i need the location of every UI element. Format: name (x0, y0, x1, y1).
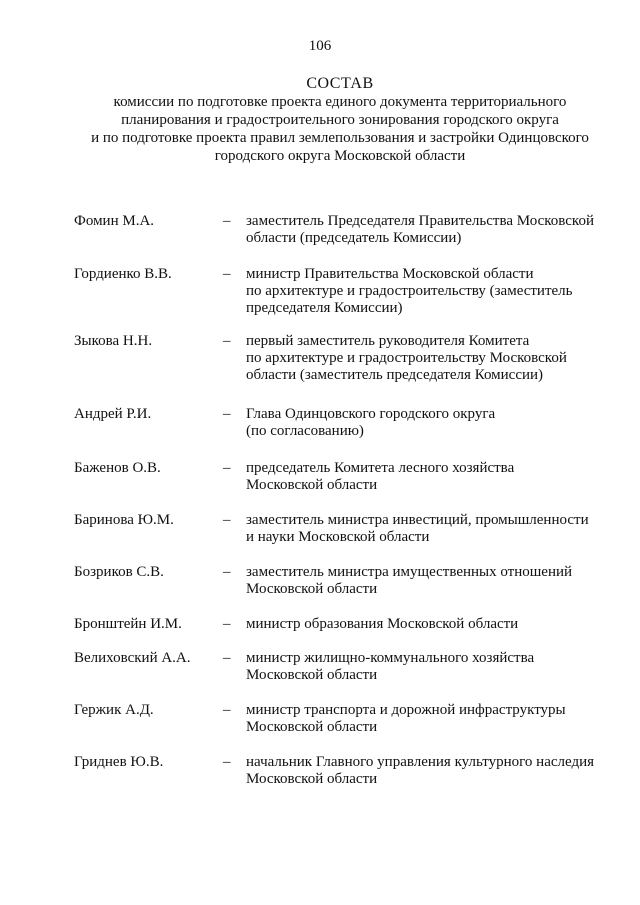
member-role-line: председатель Комитета лесного хозяйства (246, 460, 515, 476)
member-dash: – (223, 266, 231, 282)
member-role-line: председателя Комиссии) (246, 300, 403, 316)
member-dash: – (223, 754, 231, 770)
member-name: Зыкова Н.Н. (74, 333, 153, 349)
member-role-line: Московской области (246, 667, 378, 683)
member-role-line: Московской области (246, 719, 378, 735)
member-role (246, 266, 616, 317)
member-role (246, 564, 616, 598)
member-role-line: по архитектуре и градостроительству (заместитель (246, 283, 573, 299)
document-title: СОСТАВ (306, 75, 374, 92)
member-role (246, 754, 616, 788)
member-dash: – (223, 702, 231, 718)
subtitle-line: планирования и градостроительного зонирования городского округа (121, 112, 559, 128)
member-name: Бозриков С.В. (74, 564, 164, 580)
member-dash: – (223, 564, 231, 580)
member-dash: – (223, 650, 231, 666)
member-role-line: Глава Одинцовского городского округа (246, 406, 496, 422)
member-name: Велиховский А.А. (74, 650, 191, 666)
member-role (246, 616, 616, 633)
member-role-line: по архитектуре и градостроительству Московской (246, 350, 567, 366)
member-name: Баринова Ю.М. (74, 512, 174, 528)
member-role-line: Московской области (246, 581, 378, 597)
page-number: 106 (308, 38, 332, 54)
member-role-line: Московской области (246, 771, 378, 787)
member-role-line: области (заместитель председателя Комиссии) (246, 367, 544, 383)
member-dash: – (223, 333, 231, 349)
member-role-line: министр Правительства Московской области (246, 266, 534, 282)
member-role-line: (по согласованию) (246, 423, 364, 439)
member-role-line: первый заместитель руководителя Комитета (246, 333, 530, 349)
member-role (246, 512, 616, 546)
subtitle-line: и по подготовке проекта правил землепользования и застройки Одинцовского (91, 130, 589, 146)
member-role-line: начальник Главного управления культурного наследия (246, 754, 595, 770)
member-name: Андрей Р.И. (74, 406, 152, 422)
member-role-line: министр транспорта и дорожной инфраструктуры (246, 702, 566, 718)
member-name: Гордиенко В.В. (74, 266, 172, 282)
member-role (246, 406, 616, 440)
member-dash: – (223, 213, 231, 229)
member-dash: – (223, 512, 231, 528)
subtitle-line: городского округа Московской области (214, 148, 466, 164)
member-role-line: заместитель министра имущественных отношений (246, 564, 573, 580)
member-role-line: области (председатель Комиссии) (246, 230, 462, 246)
member-role-line: заместитель Председателя Правительства Московской (246, 213, 594, 229)
member-role (246, 460, 616, 494)
document-subtitle (0, 93, 640, 165)
member-dash: – (223, 616, 231, 632)
member-name: Бронштейн И.М. (74, 616, 182, 632)
member-role-line: Московской области (246, 477, 378, 493)
subtitle-line: комиссии по подготовке проекта единого документа территориального (113, 94, 567, 110)
member-name: Баженов О.В. (74, 460, 161, 476)
member-dash: – (223, 460, 231, 476)
member-role-line: заместитель министра инвестиций, промышленности (246, 512, 589, 528)
member-dash: – (223, 406, 231, 422)
member-name: Фомин М.А. (74, 213, 155, 229)
member-role (246, 650, 616, 684)
member-role-line: министр жилищно-коммунального хозяйства (246, 650, 535, 666)
member-role (246, 702, 616, 736)
member-role (246, 333, 616, 384)
member-role-line: министр образования Московской области (246, 616, 519, 632)
member-name: Гержик А.Д. (74, 702, 154, 718)
member-name: Гриднев Ю.В. (74, 754, 164, 770)
member-role (246, 213, 616, 247)
member-role-line: и науки Московской области (246, 529, 430, 545)
